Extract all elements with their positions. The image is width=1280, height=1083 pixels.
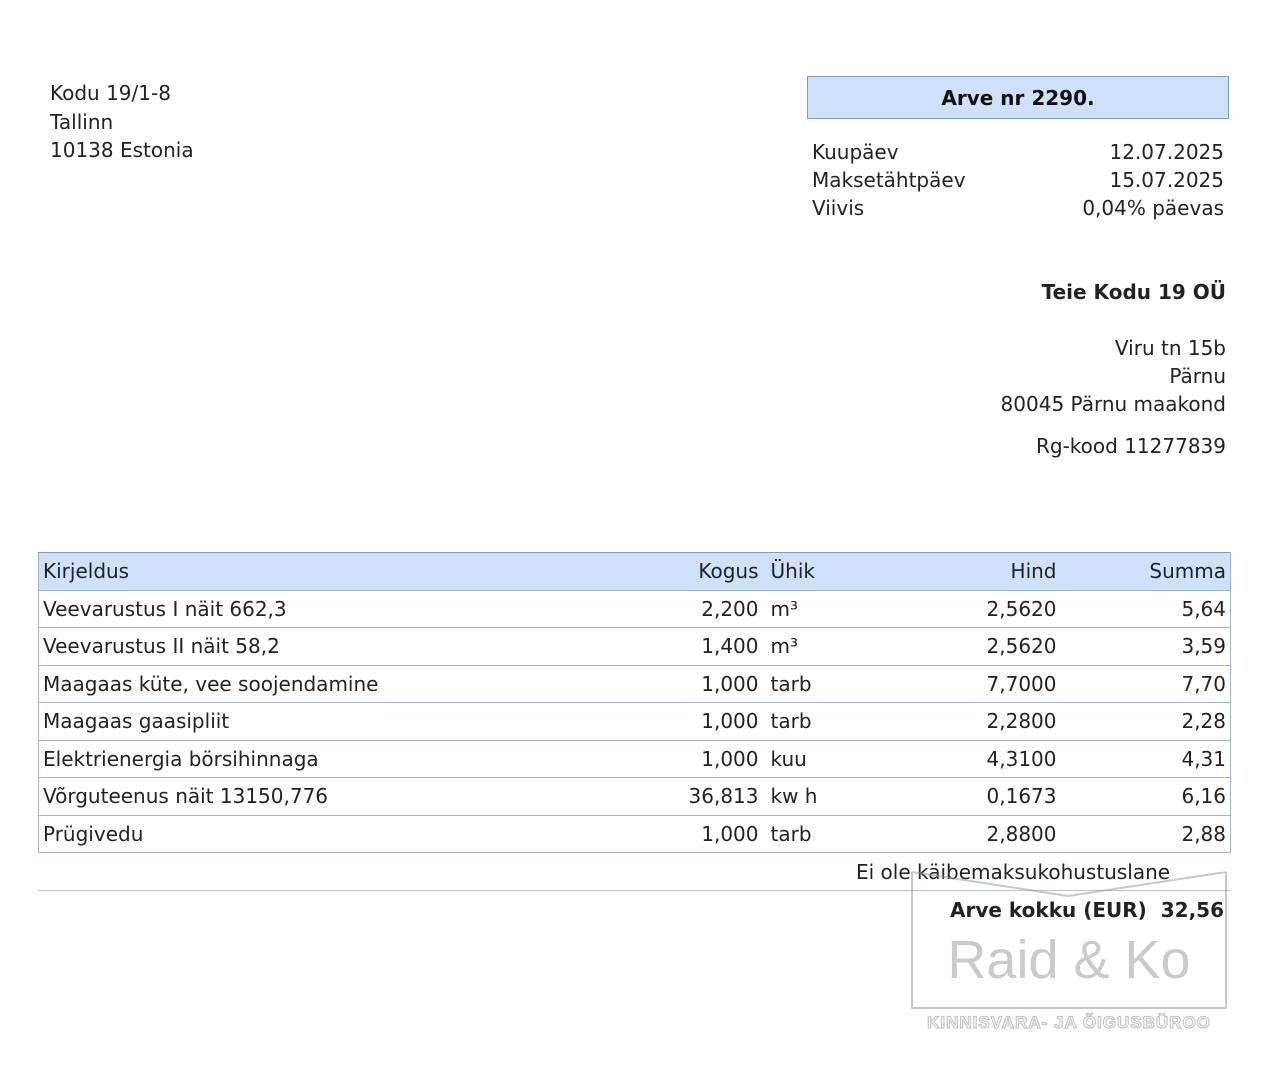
invoice-date-value: 12.07.2025 [1109,140,1224,164]
row-price: 2,8800 [873,815,1061,853]
row-unit: tarb [763,703,873,741]
due-date-value: 15.07.2025 [1109,168,1224,192]
customer-address-line1: Kodu 19/1-8 [50,81,171,105]
table-row [39,740,1231,778]
row-sum: 6,16 [1061,778,1231,816]
row-quantity: 36,813 [639,778,763,816]
row-unit: tarb [763,665,873,703]
table-row [39,590,1231,628]
company-stamp-logo [910,870,1228,1034]
row-unit: kw h [763,778,873,816]
row-quantity: 2,200 [639,590,763,628]
row-price: 0,1673 [873,778,1061,816]
row-description: Veevarustus II näit 58,2 [39,628,639,666]
table-header-row [39,553,1231,591]
row-description: Veevarustus I näit 662,3 [39,590,639,628]
row-quantity: 1,000 [639,665,763,703]
row-price: 2,5620 [873,590,1061,628]
seller-name: Teie Kodu 19 OÜ [1041,280,1226,304]
header-sum: Summa [1061,553,1231,591]
table-row [39,815,1231,853]
seller-address-line2: Pärnu [1169,364,1226,388]
table-row [39,628,1231,666]
row-sum: 2,28 [1061,703,1231,741]
header-quantity: Kogus [639,553,763,591]
header-description: Kirjeldus [39,553,639,591]
row-quantity: 1,000 [639,703,763,741]
stamp-graphic [910,870,1228,1034]
row-description: Prügivedu [39,815,639,853]
header-unit: Ühik [763,553,873,591]
row-sum: 3,59 [1061,628,1231,666]
penalty-label: Viivis [812,196,865,220]
row-description: Võrguteenus näit 13150,776 [39,778,639,816]
vat-note: Ei ole käibemaksukohustuslane [856,860,1171,884]
row-description: Maagaas küte, vee soojendamine [39,665,639,703]
seller-address-line1: Viru tn 15b [1114,336,1226,360]
row-description: Maagaas gaasipliit [39,703,639,741]
due-date-row [812,166,1224,194]
customer-address-line2: Tallinn [50,110,114,134]
row-sum: 2,88 [1061,815,1231,853]
seller-address-line3: 80045 Pärnu maakond [1000,392,1226,416]
customer-address-line3: 10138 Estonia [50,138,194,162]
table-row [39,703,1231,741]
stamp-tagline: KINNISVARA- JA ÕIGUSBÜROO [927,1013,1211,1032]
row-quantity: 1,000 [639,740,763,778]
row-unit: tarb [763,815,873,853]
row-price: 4,3100 [873,740,1061,778]
penalty-row [812,194,1224,222]
header-price: Hind [873,553,1061,591]
penalty-value: 0,04% päevas [1082,196,1224,220]
row-quantity: 1,000 [639,815,763,853]
row-description: Elektrienergia börsihinnaga [39,740,639,778]
row-unit: m³ [763,590,873,628]
invoice-title: Arve nr 2290. [807,76,1229,119]
row-unit: kuu [763,740,873,778]
table-row [39,665,1231,703]
table-row [39,778,1231,816]
total-value: 32,56 [1160,898,1224,922]
row-price: 2,2800 [873,703,1061,741]
row-price: 2,5620 [873,628,1061,666]
invoice-items-table [38,552,1231,853]
row-sum: 4,31 [1061,740,1231,778]
seller-reg-code: Rg-kood 11277839 [1036,434,1226,458]
row-price: 7,7000 [873,665,1061,703]
row-quantity: 1,400 [639,628,763,666]
row-sum: 7,70 [1061,665,1231,703]
row-unit: m³ [763,628,873,666]
due-date-label: Maksetähtpäev [812,168,966,192]
stamp-name: Raid & Ko [947,930,1191,990]
row-sum: 5,64 [1061,590,1231,628]
invoice-date-row [812,138,1224,166]
invoice-date-label: Kuupäev [812,140,899,164]
total-label: Arve kokku (EUR) [950,898,1147,922]
